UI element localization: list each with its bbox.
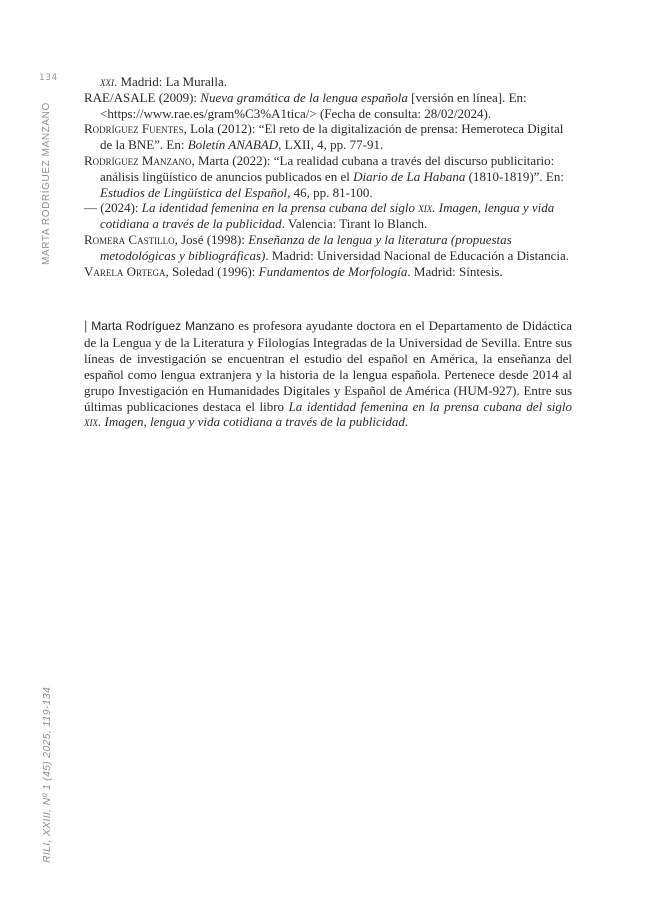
reference-title: Enseñanza de la lengua y la literatura (propuestas metodológicas y bibliográficas) xyxy=(100,231,512,263)
reference-text: (1810-1819)”. En: xyxy=(465,168,564,184)
reference-item xyxy=(84,90,572,122)
reference-text: , 46, pp. 81-100. xyxy=(287,184,373,200)
reference-title: Nueva gramática de la lengua española xyxy=(200,89,408,105)
reference-title: La identidad femenina en la prensa cubana del siglo xyxy=(141,200,419,216)
reference-item xyxy=(84,264,572,280)
reference-title: Diario de La Habana xyxy=(353,168,466,184)
reference-title: . Imagen, lengua y vida cotidiana a través de la publicidad xyxy=(100,200,555,232)
reference-item xyxy=(84,232,572,264)
reference-title: Fundamentos de Morfología xyxy=(258,263,408,279)
reference-text: , José (1998): xyxy=(174,231,249,247)
reference-title: Boletín ANABAD xyxy=(187,137,279,153)
reference-text: , Marta (2022): “La realidad cubana a través del discurso publicitario: análisis lingüístico de anuncios publicados en el xyxy=(100,152,555,184)
reference-text: . Valencia: Tirant lo Blanch. xyxy=(281,216,428,232)
reference-item xyxy=(84,153,572,200)
reference-list xyxy=(84,74,572,279)
reference-author: Varela Ortega xyxy=(84,263,166,279)
reference-author: — (2024): xyxy=(84,200,142,216)
reference-journal: Estudios de Lingüística del Español xyxy=(100,184,288,200)
reference-text: [versión en línea]. En: <https://www.rae.es/gram%C3%A1tica/> (Fecha de consulta: 28/02/2024). xyxy=(100,89,527,121)
author-bio xyxy=(84,318,572,430)
reference-text: . Madrid: Universidad Nacional de Educación a Distancia. xyxy=(265,247,569,263)
reference-text: . Madrid: La Muralla. xyxy=(114,74,227,89)
reference-century: xix xyxy=(418,200,433,216)
reference-text: , LXII, 4, pp. 77-91. xyxy=(278,137,384,153)
bio-book-title: La identidad femenina en la prensa cubana del siglo xyxy=(288,398,572,414)
bio-book-century: xix xyxy=(84,414,98,430)
reference-century: xxi xyxy=(100,74,114,89)
reference-text: , Lola (2012): “El reto de la digitalización de prensa: Hemeroteca Digital de la BNE”. En: xyxy=(100,121,564,153)
reference-author: Rodríguez Manzano xyxy=(84,152,192,168)
reference-author: RAE/ASALE (2009): xyxy=(84,89,201,105)
reference-continuation xyxy=(84,74,572,90)
reference-text: . Madrid: Síntesis. xyxy=(407,263,503,279)
bio-bar: | xyxy=(84,318,88,333)
bio-author-name: Marta Rodríguez Manzano xyxy=(91,319,235,333)
reference-item xyxy=(84,121,572,153)
running-journal: RILI, XXIII, Nº 1 (45) 2025, 119-134 xyxy=(41,686,53,863)
running-author: MARTA RODRÍGUEZ MANZANO xyxy=(41,102,52,265)
reference-item xyxy=(84,200,572,232)
reference-author: Rodríguez Fuentes xyxy=(84,121,184,137)
bio-text: es profesora ayudante doctora en el Departamento de Didáctica de la Lengua y de la Literatura y Filologías Integradas de la Universidad de Sevilla. Entre sus líneas de investigación se encuentran el estudio del español en América, la enseñanza del español como lengua extranjera y la historia de la lengua española. Pertenece desde 2014 al grupo Investigación en Humanidades Digitales y Español de América (HUM-927). Entre sus últimas publicaciones destaca el libro xyxy=(84,318,572,414)
reference-text: , Soledad (1996): xyxy=(165,263,259,279)
reference-author: Romera Castillo xyxy=(84,231,175,247)
bio-end: . xyxy=(404,414,409,430)
page-number: 134 xyxy=(39,73,58,83)
bio-book-title: . Imagen, lengua y vida cotidiana a través de la publicidad xyxy=(98,414,405,430)
